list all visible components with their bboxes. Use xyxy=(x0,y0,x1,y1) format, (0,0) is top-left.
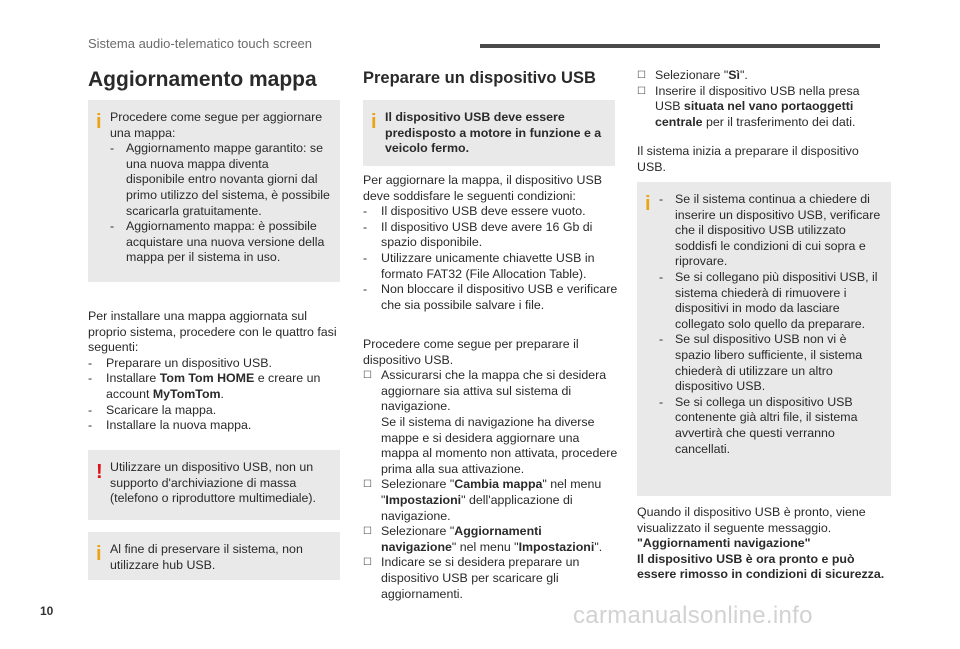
ready-message-block xyxy=(637,505,887,583)
map-update-options xyxy=(110,141,330,266)
info-box-usb-hub xyxy=(88,532,340,580)
usb-conditions-intro: Per aggiornare la mappa, il dispositivo USB deve soddisfare le seguenti condizioni: xyxy=(363,173,602,203)
usb-conditions-list xyxy=(363,204,619,313)
usb-insert-steps xyxy=(637,68,887,130)
warning-box xyxy=(88,450,340,520)
list-item: ☐ Selezionare "Sì". xyxy=(637,68,748,82)
section-title-aggiornamento: Aggiornamento mappa xyxy=(88,68,317,91)
checkbox-bullet-icon: ☐ xyxy=(363,479,372,491)
list-item: - Se sul dispositivo USB non vi è spazio libero sufficiente, il sistema chiederà di utilizzare un altro dispositivo USB. xyxy=(659,332,863,394)
list-item: ☐ Assicurarsi che la mappa che si desidera aggiornare sia attiva sul sistema di navigazione. Se il sistema di navigazione ha diverse mappe e si desidera aggiornare una mappa al momento non attivata, procedere prima alla sua attivazione. xyxy=(363,368,618,476)
list-item: - Non bloccare il dispositivo USB e verificare che sia possibile salvare i file. xyxy=(363,282,618,312)
checkbox-bullet-icon: ☐ xyxy=(363,526,372,538)
info-box-intro: Procedere come segue per aggiornare una mappa: xyxy=(110,110,323,140)
section-title-preparare: Preparare un dispositivo USB xyxy=(363,69,596,87)
list-item: ☐ Selezionare "Aggiornamenti navigazione" nel menu "Impostazioni". xyxy=(363,524,603,554)
usb-prepare-steps xyxy=(363,368,619,602)
watermark: carmanualsonline.info xyxy=(573,602,813,629)
list-item: - Il dispositivo USB deve essere vuoto. xyxy=(363,204,586,219)
info-icon: i xyxy=(96,111,102,133)
info-icon: i xyxy=(371,111,377,133)
info-text: Il dispositivo USB deve essere predisposto a motore in funzione e a veicolo fermo. xyxy=(385,110,602,156)
status-paragraph: Il sistema inizia a preparare il dispositivo USB. xyxy=(637,144,859,174)
troubleshooting-list xyxy=(659,192,881,457)
info-icon: i xyxy=(645,193,651,215)
list-item: - Preparare un dispositivo USB. xyxy=(88,355,272,370)
checkbox-bullet-icon: ☐ xyxy=(363,557,372,569)
usb-prepare-steps-block xyxy=(363,337,619,602)
list-item: ☐ Indicare se si desidera preparare un dispositivo USB per scaricare gli aggiornamenti. xyxy=(363,555,580,601)
list-item: - Scaricare la mappa. xyxy=(88,402,217,417)
info-box-usb-conditions xyxy=(363,100,615,166)
info-text: Al fine di preservare il sistema, non utilizzare hub USB. xyxy=(110,542,303,572)
list-item: - Installare la nuova mappa. xyxy=(88,418,252,433)
list-item: - Installare Tom Tom HOME e creare un account MyTomTom. xyxy=(88,371,321,401)
checkbox-bullet-icon: ☐ xyxy=(363,370,372,382)
ready-message-title: "Aggiornamenti navigazione" xyxy=(637,536,811,551)
ready-intro: Quando il dispositivo USB è pronto, viene visualizzato il seguente messaggio. xyxy=(637,505,866,535)
list-item: - Se il sistema continua a chiedere di inserire un dispositivo USB, verificare che il dispositivo USB utilizzato soddisfi le condizioni di cui sopra e riprovare. xyxy=(659,192,881,269)
list-item: ☐ Selezionare "Cambia mappa" nel menu "Impostazioni" dell'applicazione di navigazione. xyxy=(363,477,602,523)
list-item: - Aggiornamento mappa: è possibile acquistare una nuova versione della mappa per il sistema in uso. xyxy=(110,219,325,265)
usb-conditions-block xyxy=(363,173,619,313)
install-steps-block xyxy=(88,309,344,434)
list-item: - Se si collega un dispositivo USB contenente già altri file, il sistema avvertirà che questi verranno cancellati. xyxy=(659,394,858,456)
header-title: Sistema audio-telematico touch screen xyxy=(88,36,313,51)
usb-insert-steps-block xyxy=(637,68,887,176)
info-box-usb-troubleshooting xyxy=(637,182,891,496)
warning-text: Utilizzare un dispositivo USB, non un supporto d'archiviazione di massa (telefono o riproduttore multimediale). xyxy=(110,460,316,506)
install-intro: Per installare una mappa aggiornata sul proprio sistema, procedere con le quattro fasi seguenti: xyxy=(88,309,337,355)
list-item: - Il dispositivo USB deve avere 16 Gb di spazio disponibile. xyxy=(363,219,593,250)
list-item: - Utilizzare unicamente chiavette USB in formato FAT32 (File Allocation Table). xyxy=(363,250,595,281)
info-icon: i xyxy=(96,543,102,565)
warning-icon: ! xyxy=(96,461,103,483)
header-divider xyxy=(480,44,880,48)
usb-prepare-intro: Procedere come segue per preparare il dispositivo USB. xyxy=(363,337,579,367)
list-item: - Se si collegano più dispositivi USB, il sistema chiederà di rimuovere i dispositivi in modo da lasciare collegato solo quello da preparare. xyxy=(659,269,878,331)
checkbox-bullet-icon: ☐ xyxy=(637,70,646,81)
ready-message-body: Il dispositivo USB è ora pronto e può essere rimosso in condizioni di sicurezza. xyxy=(637,551,885,582)
info-box-map-update xyxy=(88,100,340,282)
list-item: ☐ Inserire il dispositivo USB nella presa USB situata nel vano portaoggetti centrale per il trasferimento dei dati. xyxy=(637,83,860,129)
page-number: 10 xyxy=(40,604,54,618)
checkbox-bullet-icon: ☐ xyxy=(637,85,646,97)
info-box-content xyxy=(110,110,330,266)
install-steps-list xyxy=(88,356,344,434)
list-item: - Aggiornamento mappe garantito: se una nuova mappa diventa disponibile entro novanta giorni dal primo utilizzo del sistema, è possibile scaricarla gratuitamente. xyxy=(110,141,330,218)
